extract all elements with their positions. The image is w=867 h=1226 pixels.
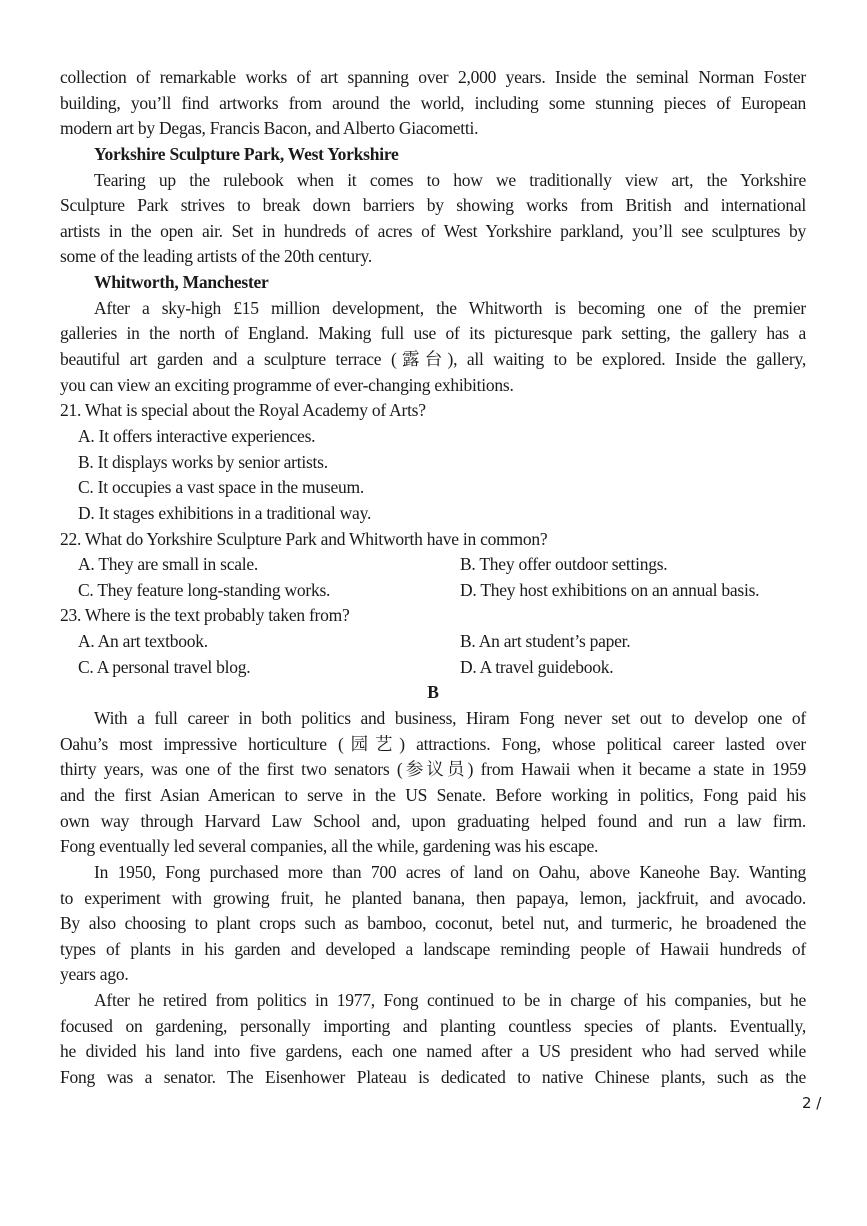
whitworth-paragraph xyxy=(60,296,806,399)
section-label-b: B xyxy=(427,682,439,703)
page-number: 2 / xyxy=(802,1094,822,1112)
text-line: collection of remarkable works of art spanning over 2,000 years. Inside the seminal Norman Foster xyxy=(60,67,806,87)
section-heading-yorkshire: Yorkshire Sculpture Park, West Yorkshire xyxy=(94,143,399,164)
document-page xyxy=(60,65,806,1091)
text-line: some of the leading artists of the 20th century. xyxy=(60,246,372,267)
question-21 xyxy=(60,398,806,526)
text-line: to experiment with growing fruit, he planted banana, then papaya, lemon, jackfruit, and avocado. xyxy=(60,887,806,908)
text-line: thirty years, was one of the first two senators (参议员) from Hawaii when it became a state in 1959 xyxy=(60,759,806,780)
text-line: years ago. xyxy=(60,964,129,985)
text-line: After he retired from politics in 1977, Fong continued to be in charge of his companies, but he xyxy=(94,990,806,1011)
text-line: focused on gardening, personally importing and planting countless species of plants. Eventually, xyxy=(60,1015,806,1036)
option-a: A. They are small in scale. xyxy=(78,554,259,575)
text-line: By also choosing to plant crops such as bamboo, coconut, betel nut, and turmeric, he broadened the xyxy=(60,913,806,934)
option-d: D. It stages exhibitions in a traditional way. xyxy=(78,502,372,523)
text-line: Tearing up the rulebook when it comes to how we traditionally view art, the Yorkshire xyxy=(94,169,806,190)
passage-b-paragraph-1 xyxy=(60,706,806,860)
question-stem: 22. What do Yorkshire Sculpture Park and Whitworth have in common? xyxy=(60,528,548,549)
text-line: galleries in the north of England. Making full use of its picturesque park setting, the gallery has a xyxy=(60,323,806,344)
section-heading-whitworth: Whitworth, Manchester xyxy=(94,272,269,293)
option-c: C. It occupies a vast space in the museum. xyxy=(78,477,364,498)
text-line: Fong was a senator. The Eisenhower Plateau is dedicated to native Chinese plants, such as the xyxy=(60,1066,806,1087)
text-line: types of plants in his garden and developed a landscape reminding people of Hawaii hundreds of xyxy=(60,938,806,959)
question-stem: 23. Where is the text probably taken from? xyxy=(60,605,350,626)
text-line: own way through Harvard Law School and, upon graduating helped found and run a law firm. xyxy=(60,810,806,831)
text-line: artists in the open air. Set in hundreds of acres of West Yorkshire parkland, you’ll see sculptures by xyxy=(60,220,806,241)
text-line: modern art by Degas, Francis Bacon, and Alberto Giacometti. xyxy=(60,118,479,139)
intro-paragraph xyxy=(60,65,806,142)
text-line: Sculpture Park strives to break down barriers by showing works from British and international xyxy=(60,195,806,216)
option-d: D. They host exhibitions on an annual basis. xyxy=(460,579,760,600)
passage-b-paragraph-3 xyxy=(60,988,806,1091)
text-line: With a full career in both politics and business, Hiram Fong never set out to develop one of xyxy=(94,708,806,729)
text-line: Fong eventually led several companies, all the while, gardening was his escape. xyxy=(60,836,599,857)
question-22 xyxy=(60,527,806,604)
text-line: and the first Asian American to serve in the US Senate. Before working in politics, Fong paid his xyxy=(60,784,806,805)
yorkshire-paragraph xyxy=(60,168,806,271)
text-line: building, you’ll find artworks from around the world, including some stunning pieces of European xyxy=(60,92,806,113)
text-line: you can view an exciting programme of ever-changing exhibitions. xyxy=(60,374,514,395)
option-b: B. An art student’s paper. xyxy=(460,631,631,652)
text-line: Oahu’s most impressive horticulture (园艺) attractions. Fong, whose political career lasted over xyxy=(60,733,806,754)
text-line: beautiful art garden and a sculpture terrace (露台), all waiting to be explored. Inside the gallery, xyxy=(60,349,806,370)
option-c: C. A personal travel blog. xyxy=(78,656,251,677)
option-d: D. A travel guidebook. xyxy=(460,656,614,677)
passage-b-paragraph-2 xyxy=(60,860,806,988)
text-line: In 1950, Fong purchased more than 700 acres of land on Oahu, above Kaneohe Bay. Wanting xyxy=(94,861,806,882)
question-23 xyxy=(60,603,806,680)
text-line: After a sky-high £15 million development, the Whitworth is becoming one of the premier xyxy=(94,297,806,318)
option-b: B. It displays works by senior artists. xyxy=(78,451,328,472)
option-c: C. They feature long-standing works. xyxy=(78,579,331,600)
question-stem: 21. What is special about the Royal Academy of Arts? xyxy=(60,400,426,421)
text-line: he divided his land into five gardens, each one named after a US president who had served while xyxy=(60,1041,806,1062)
option-a: A. It offers interactive experiences. xyxy=(78,425,316,446)
option-a: A. An art textbook. xyxy=(78,631,208,652)
option-b: B. They offer outdoor settings. xyxy=(460,554,668,575)
